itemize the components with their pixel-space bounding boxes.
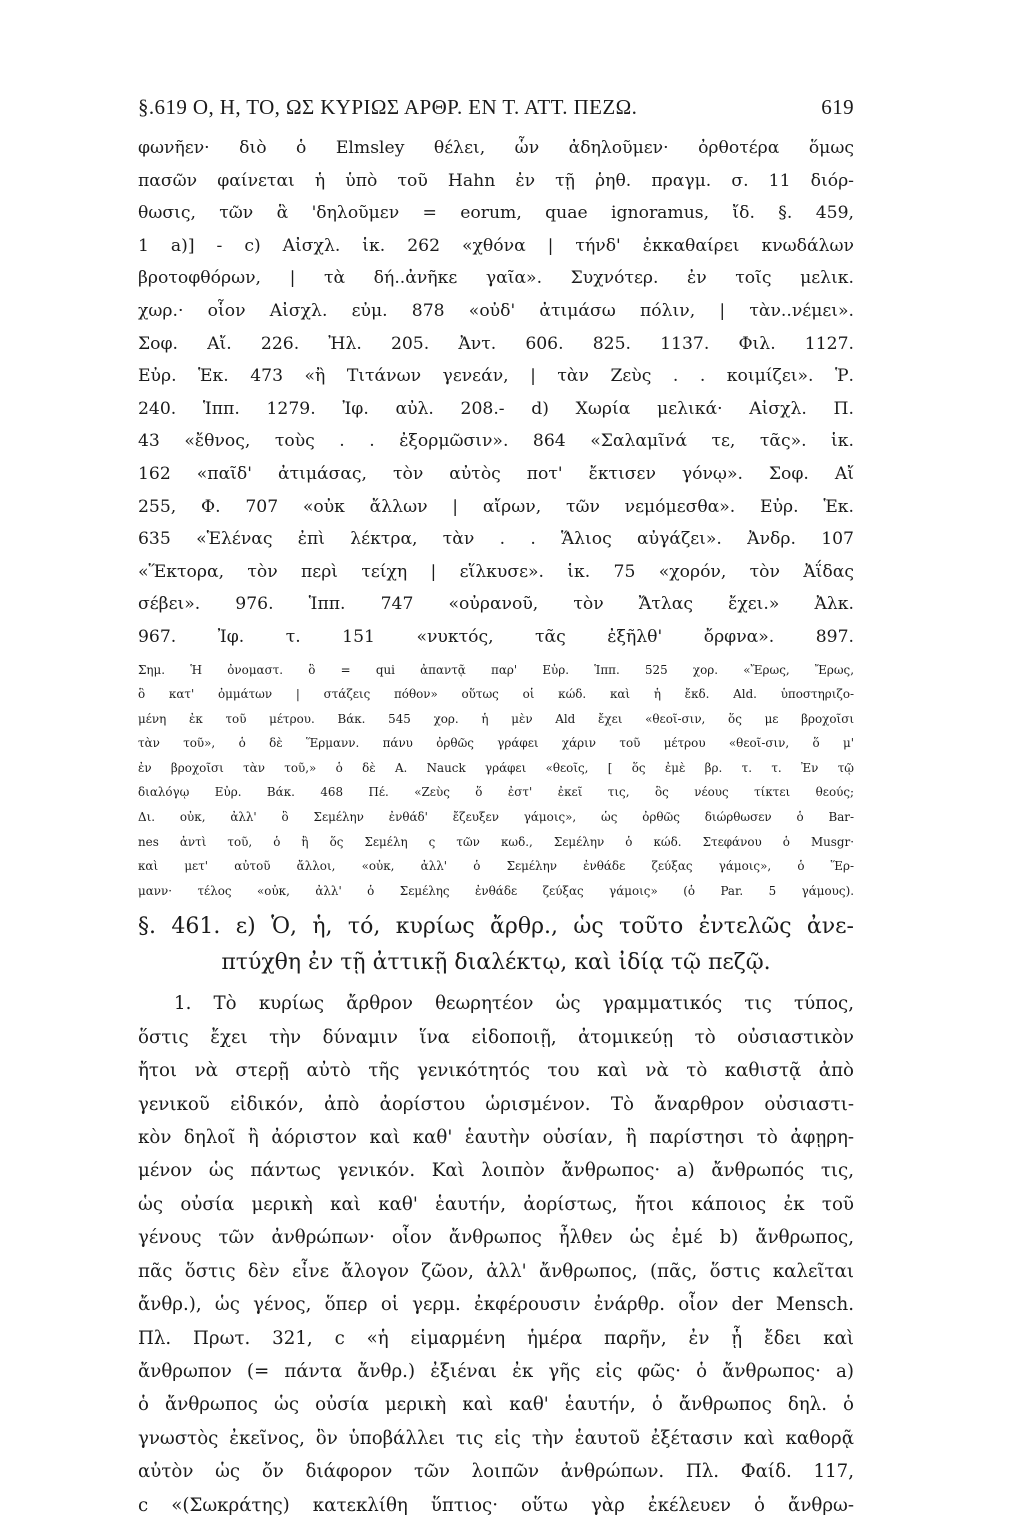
text-line: Σοφ. Αἴ. 226. Ἠλ. 205. Ἀντ. 606. 825. 1137. Φιλ. 1127. [138, 333, 854, 354]
text-line: θωσις, τῶν ἃ 'δηλοῦμεν = eorum, quae ignoramus, ἴδ. §. 459, [138, 203, 854, 224]
text-line: πασῶν φαίνεται ἡ ὑπὸ τοῦ Hahn ἐν τῇ ῥηθ. πραγμ. σ. 11 διόρ- [138, 170, 854, 191]
note-line: μανν· τέλος «οὐκ, ἀλλ' ὁ Σεμέλης ἐνθάδε ζεύξας γάμοις» (ὁ Par. 5 γάμους). [138, 883, 854, 898]
note-line: ὃ κατ' ὀμμάτων | στάζεις πόθον» οὕτως οἱ κώδ. καὶ ἡ ἔκδ. Ald. ὑποστηριζο- [138, 687, 854, 702]
text-line: «Ἕκτορα, τὸν περὶ τείχη | εἵλκυσε». ἱκ. 75 «χορόν, τὸν Ἀΐδας [138, 561, 854, 582]
text-line: 635 «Ἑλένας ἐπὶ λέκτρα, τὰν . . Ἅλιος αὐγάζει». Ἀνδρ. 107 [138, 529, 854, 550]
footnote [138, 658, 854, 904]
text-line: 1 a)] - c) Αἰσχλ. ἱκ. 262 «χθόνα | τήνδ' ἐκκαθαίρει κνωδάλων [138, 235, 854, 256]
text-line: βροτοφθόρων, | τὰ δή..ἀνῆκε γαῖα». Συχνότερ. ἐν τοῖς μελικ. [138, 268, 854, 289]
note-line: Δι. οὐκ, ἀλλ' ὃ Σεμέλην ἐνθάδ' ἔζευξεν γάμοις», ὡς ὀρθῶς διώρθωσεν ὁ Bar- [138, 810, 854, 825]
note-line: μένη ἐκ τοῦ μέτρου. Βάκ. 545 χορ. ἡ μὲν Ald ἔχει «θεοῖ-σιν, ὅς με βροχοῖσι [138, 711, 854, 726]
paragraph-line: πᾶς ὅστις δὲν εἶνε ἄλογον ζῶον, ἀλλ' ἄνθρωπος, (πᾶς, ὅστις καλεῖται [138, 1260, 854, 1282]
paragraph-line: 1. Τὸ κυρίως ἄρθρον θεωρητέον ὡς γραμματικός τις τύπος, [174, 993, 854, 1015]
paragraph-line: ἄνθρωπον (= πάντα ἄνθρ.) ἐξιέναι ἐκ γῆς εἰς φῶς· ὁ ἄνθρωπος· a) [138, 1360, 854, 1382]
paragraph-line: γενικοῦ εἰδικόν, ἀπὸ ἀορίστου ὡρισμένον. Τὸ ἄναρθρον οὐσιαστι- [138, 1093, 854, 1115]
section-paragraph [138, 987, 854, 1522]
text-line: 255, Φ. 707 «οὐκ ἄλλων | αἴρων, τῶν νεμόμεσθα». Εὐρ. Ἑκ. [138, 496, 854, 517]
paragraph-line: ἤτοι νὰ στερῇ αὐτὸ τῆς γενικότητός του καὶ νὰ τὸ καθιστᾷ ἀπὸ [138, 1060, 854, 1082]
page-number: 619 [821, 95, 854, 119]
paragraph-line: γένους τῶν ἀνθρώπων· οἷον ἄνθρωπος ἦλθεν ὡς ἐμέ b) ἄνθρωπος, [138, 1227, 854, 1249]
note-line: διαλόγῳ Εὐρ. Βάκ. 468 Πέ. «Ζεὺς ὅ ἐστ' ἐκεῖ τις, ὃς νέους τίκτει θεούς; [138, 785, 854, 800]
note-line: καὶ μετ' αὐτοῦ ἄλλοι, «οὐκ, ἀλλ' ὁ Σεμέλην ἐνθάδε ζεύξας γάμοις», ὁ Ἕρ- [138, 859, 854, 874]
text-line: φωνῆεν· διὸ ὁ Elmsley θέλει, ὧν ἀδηλοῦμεν· ὀρθοτέρα ὅμως [138, 138, 854, 158]
note-line: τὰν τοῦ», ὁ δὲ Ἕρμανν. πάνυ ὀρθῶς γράφει χάριν τοῦ μέτρου «θεοῖ-σιν, ὅ μ' [138, 736, 854, 751]
paragraph-line: ὡς οὐσία μερικὴ καὶ καθ' ἑαυτήν, ἀορίστως, ἤτοι κάποιος ἐκ τοῦ [138, 1193, 854, 1215]
text-line: χωρ.· οἷον Αἰσχλ. εὐμ. 878 «οὐδ' ἀτιμάσω πόλιν, | τὰν..νέμει». [138, 300, 854, 321]
paragraph-line: αὐτὸν ὡς ὄν διάφορον τῶν λοιπῶν ἀνθρώπων. Πλ. Φαίδ. 117, [138, 1461, 854, 1483]
section-heading-line: πτύχθη ἐν τῇ ἀττικῇ διαλέκτῳ, καὶ ἰδίᾳ τῷ πεζῷ. [221, 950, 771, 976]
section-heading-line: §. 461. ε) Ὁ, ἡ, τό, κυρίως ἄρθρ., ὡς τοῦτο ἐντελῶς ἀνε- [138, 914, 854, 940]
continued-text [138, 132, 854, 654]
book-page [138, 92, 854, 1522]
paragraph-line: κὸν δηλοῖ ἢ ἀόριστον καὶ καθ' ἑαυτὴν οὐσίαν, ἢ παρίστησι τὸ ἀφῃρη- [138, 1127, 854, 1149]
text-line: 43 «ἔθνος, τοὺς . . ἐξορμῶσιν». 864 «Σαλαμῖνά τε, τᾶς». ἱκ. [138, 431, 854, 452]
text-line: σέβει». 976. Ἱππ. 747 «οὐρανοῦ, τὸν Ἄτλας ἔχει.» Ἀλκ. [138, 594, 854, 615]
paragraph-line: Πλ. Πρωτ. 321, c «ἡ εἱμαρμένη ἡμέρα παρῆν, ἐν ᾗ ἔδει καὶ [138, 1327, 854, 1349]
paragraph-line: ἄνθρ.), ὡς γένος, ὅπερ οἱ γερμ. ἐκφέρουσιν ἐνάρθρ. οἷον der Mensch. [138, 1294, 854, 1316]
paragraph-line: γνωστὸς ἐκεῖνος, ὃν ὑποβάλλει τις εἰς τὴν ἑαυτοῦ ἐξέτασιν καὶ καθορᾷ [138, 1427, 854, 1449]
text-line: 967. Ἰφ. τ. 151 «νυκτός, τᾶς ἐξῆλθ' ὄρφνα». 897. [138, 626, 854, 647]
paragraph-line: μένον ὡς πάντως γενικόν. Καὶ λοιπὸν ἄνθρωπος· a) ἄνθρωπός τις, [138, 1160, 854, 1182]
running-head [138, 92, 854, 122]
note-line: ἐν βροχοῖσι τὰν τοῦ,» ὁ δὲ A. Nauck γράφει «θεοῖς, [ ὅς ἐμὲ βρ. τ. τ. Ἐν τῷ [138, 760, 854, 775]
text-line: 162 «παῖδ' ἀτιμάσας, τὸν αὐτὸς ποτ' ἔκτισεν γόνῳ». Σοφ. Αἴ [138, 463, 854, 484]
paragraph-line: ὁ ἄνθρωπος ὡς οὐσία μερικὴ καὶ καθ' ἑαυτήν, ὁ ἄνθρωπος δηλ. ὁ [138, 1394, 854, 1416]
paragraph-line: ὅστις ἔχει τὴν δύναμιν ἵνα εἰδοποιῇ, ἀτομικεύῃ τὸ οὐσιαστικὸν [138, 1026, 854, 1048]
note-line: nes ἀντὶ τοῦ, ὁ ἢ ὅς Σεμέλη ς τῶν κωδ., Σεμέλην ὁ κώδ. Στεφάνου ὁ Musgr· [138, 834, 854, 849]
text-line: Εὐρ. Ἑκ. 473 «ἢ Τιτάνων γενεάν, | τὰν Ζεὺς . . κοιμίζει». Ῥ. [138, 366, 854, 387]
running-head-title: §.619 Ο, Η, ΤΟ, ΩΣ ΚΥΡΙΩΣ ΑΡΘΡ. ΕΝ Τ. ΑΤΤ. ΠΕΖΩ. [138, 95, 638, 119]
paragraph-line: c «(Σωκράτης) κατεκλίθη ὕπτιος· οὕτω γὰρ ἐκέλευεν ὁ ἄνθρω- [138, 1494, 854, 1516]
text-line: 240. Ἱππ. 1279. Ἰφ. αὐλ. 208.- d) Χωρία μελικά· Αἰσχλ. Π. [138, 398, 854, 419]
note-line: Σημ. Ἡ ὀνομαστ. ὃ = qui ἀπαντᾷ παρ' Εὐρ. Ἱππ. 525 χορ. «Ἔρως, Ἔρως, [138, 662, 854, 677]
section-heading [138, 909, 854, 981]
